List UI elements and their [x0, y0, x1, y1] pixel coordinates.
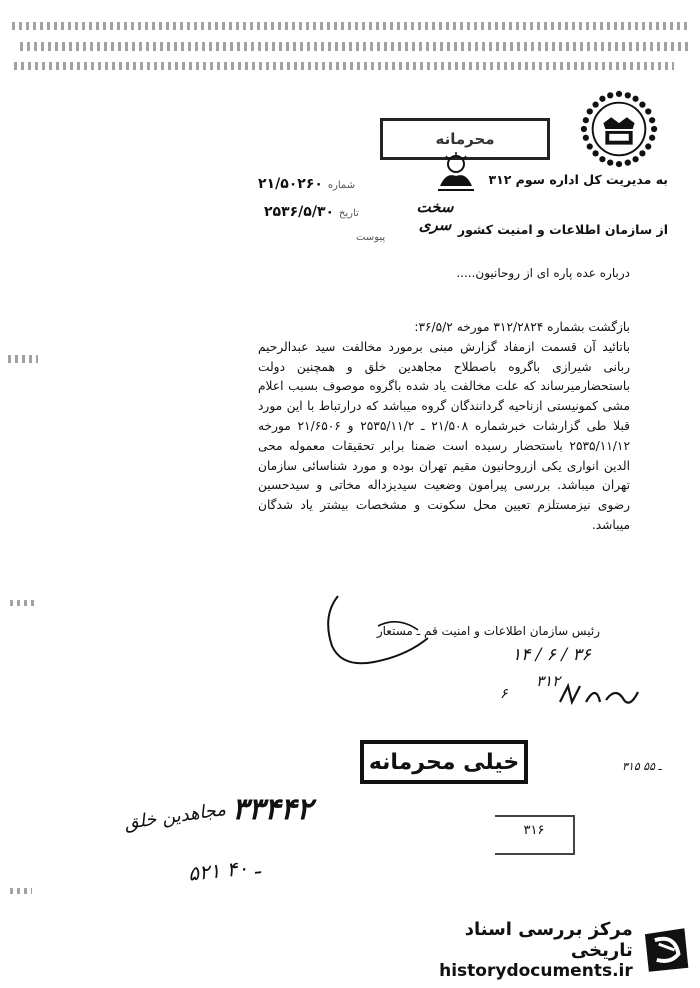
top-stamp-text: محرمانه [435, 130, 495, 148]
date-value: ۲۵۳۶/۵/۳۰ [264, 204, 335, 220]
emblem-icon [580, 90, 658, 168]
date-label: تاریخ [338, 208, 359, 219]
office-line: به مدیریت کل اداره سوم ۳۱۲ [488, 172, 668, 187]
attachment-label: پیوست [356, 232, 386, 243]
body-paragraph: باتائید آن قسمت ازمفاد گزارش مبنی برمورد مخالفت سید عبدالرحیم ربانی شیرازی باگروه باصطلاح مجاهدین خلق و همچنین دولت باستحضارمیرساند که علت مخالفت یاد شده باگروه موصوف بسبب اعلام مشی کمونیستی ازناحیه گردانندگان گروه میباشد که درارتباط با این مورد قبلا طی گزارشات خبرشماره ۲۱/۵۰۸ ـ ۲۵۳۵/۱۱/۲ و ۲۱/۶۵۰۶ مورخه ۲۵۳۵/۱۱/۱۲ باستحضار رسیده است ضمنا برابر تحقیقات معموله محی الدین انواری یکی ازروحانیون مقیم تهران بوده و مورد شناسائی سازمان تهران میباشد. بررسی پیرامون وضعیت سیدیزداله مخاتی و سیدحسین رضوی نیزمستلزم تعیین محل سکونت و مشخصات بیشتر یاد شدگان میباشد. [258, 339, 630, 532]
left-margin-noise-3 [10, 888, 32, 894]
classification-stamp [360, 740, 528, 784]
handwritten-code: ۳۱۲ [536, 672, 561, 690]
subject-line: درباره عده پاره ای از روحانیون..... [456, 266, 630, 280]
file-number: ۳۳۴۴۲ [232, 792, 313, 827]
letter-date [264, 204, 359, 220]
watermark-text [400, 919, 633, 981]
handwritten-mark-text: ۶ [500, 686, 508, 702]
secrecy-mark: سخت سری [416, 198, 454, 234]
bottom-code: ۵۲۱ ـ ۴۰ [186, 854, 262, 886]
file-name: مجاهدین خلق [123, 798, 228, 835]
handwritten-date: ۱۴ / ۶ / ۳۶ [512, 645, 591, 665]
archive-logo-icon [641, 924, 692, 976]
org-line: از سازمان اطلاعات و امنیت کشور [457, 222, 668, 237]
top-scan-noise [12, 22, 688, 30]
reference-box-text: ۳۱۶ [523, 823, 545, 838]
letter-body [258, 318, 630, 536]
letter-number [258, 176, 355, 192]
number-label: شماره [327, 180, 356, 191]
reference-box [495, 815, 575, 855]
handwritten-initials [556, 680, 642, 710]
body-reference: بازگشت بشماره ۳۱۲/۲۸۲۴ مورخه ۳۶/۵/۲: [414, 320, 630, 334]
top-scan-noise-2 [20, 42, 688, 51]
margin-code: ۳۱۵ ـ ۵۵ [622, 760, 662, 773]
watermark-url: historydocuments.ir [439, 961, 633, 981]
number-value: ۲۱/۵۰۲۶۰ [258, 176, 323, 192]
left-margin-noise [8, 355, 38, 363]
watermark [400, 919, 692, 981]
classification-text: خیلی محرمانه [368, 749, 520, 775]
handwritten-mark [500, 686, 508, 702]
watermark-title: مرکز بررسی اسناد تاریخی [464, 919, 633, 961]
signature-title: رئیس سازمان اطلاعات و امنیت قم ـ مستعار [376, 624, 600, 638]
left-margin-noise-2 [10, 600, 36, 606]
top-scan-noise-3 [14, 62, 674, 70]
